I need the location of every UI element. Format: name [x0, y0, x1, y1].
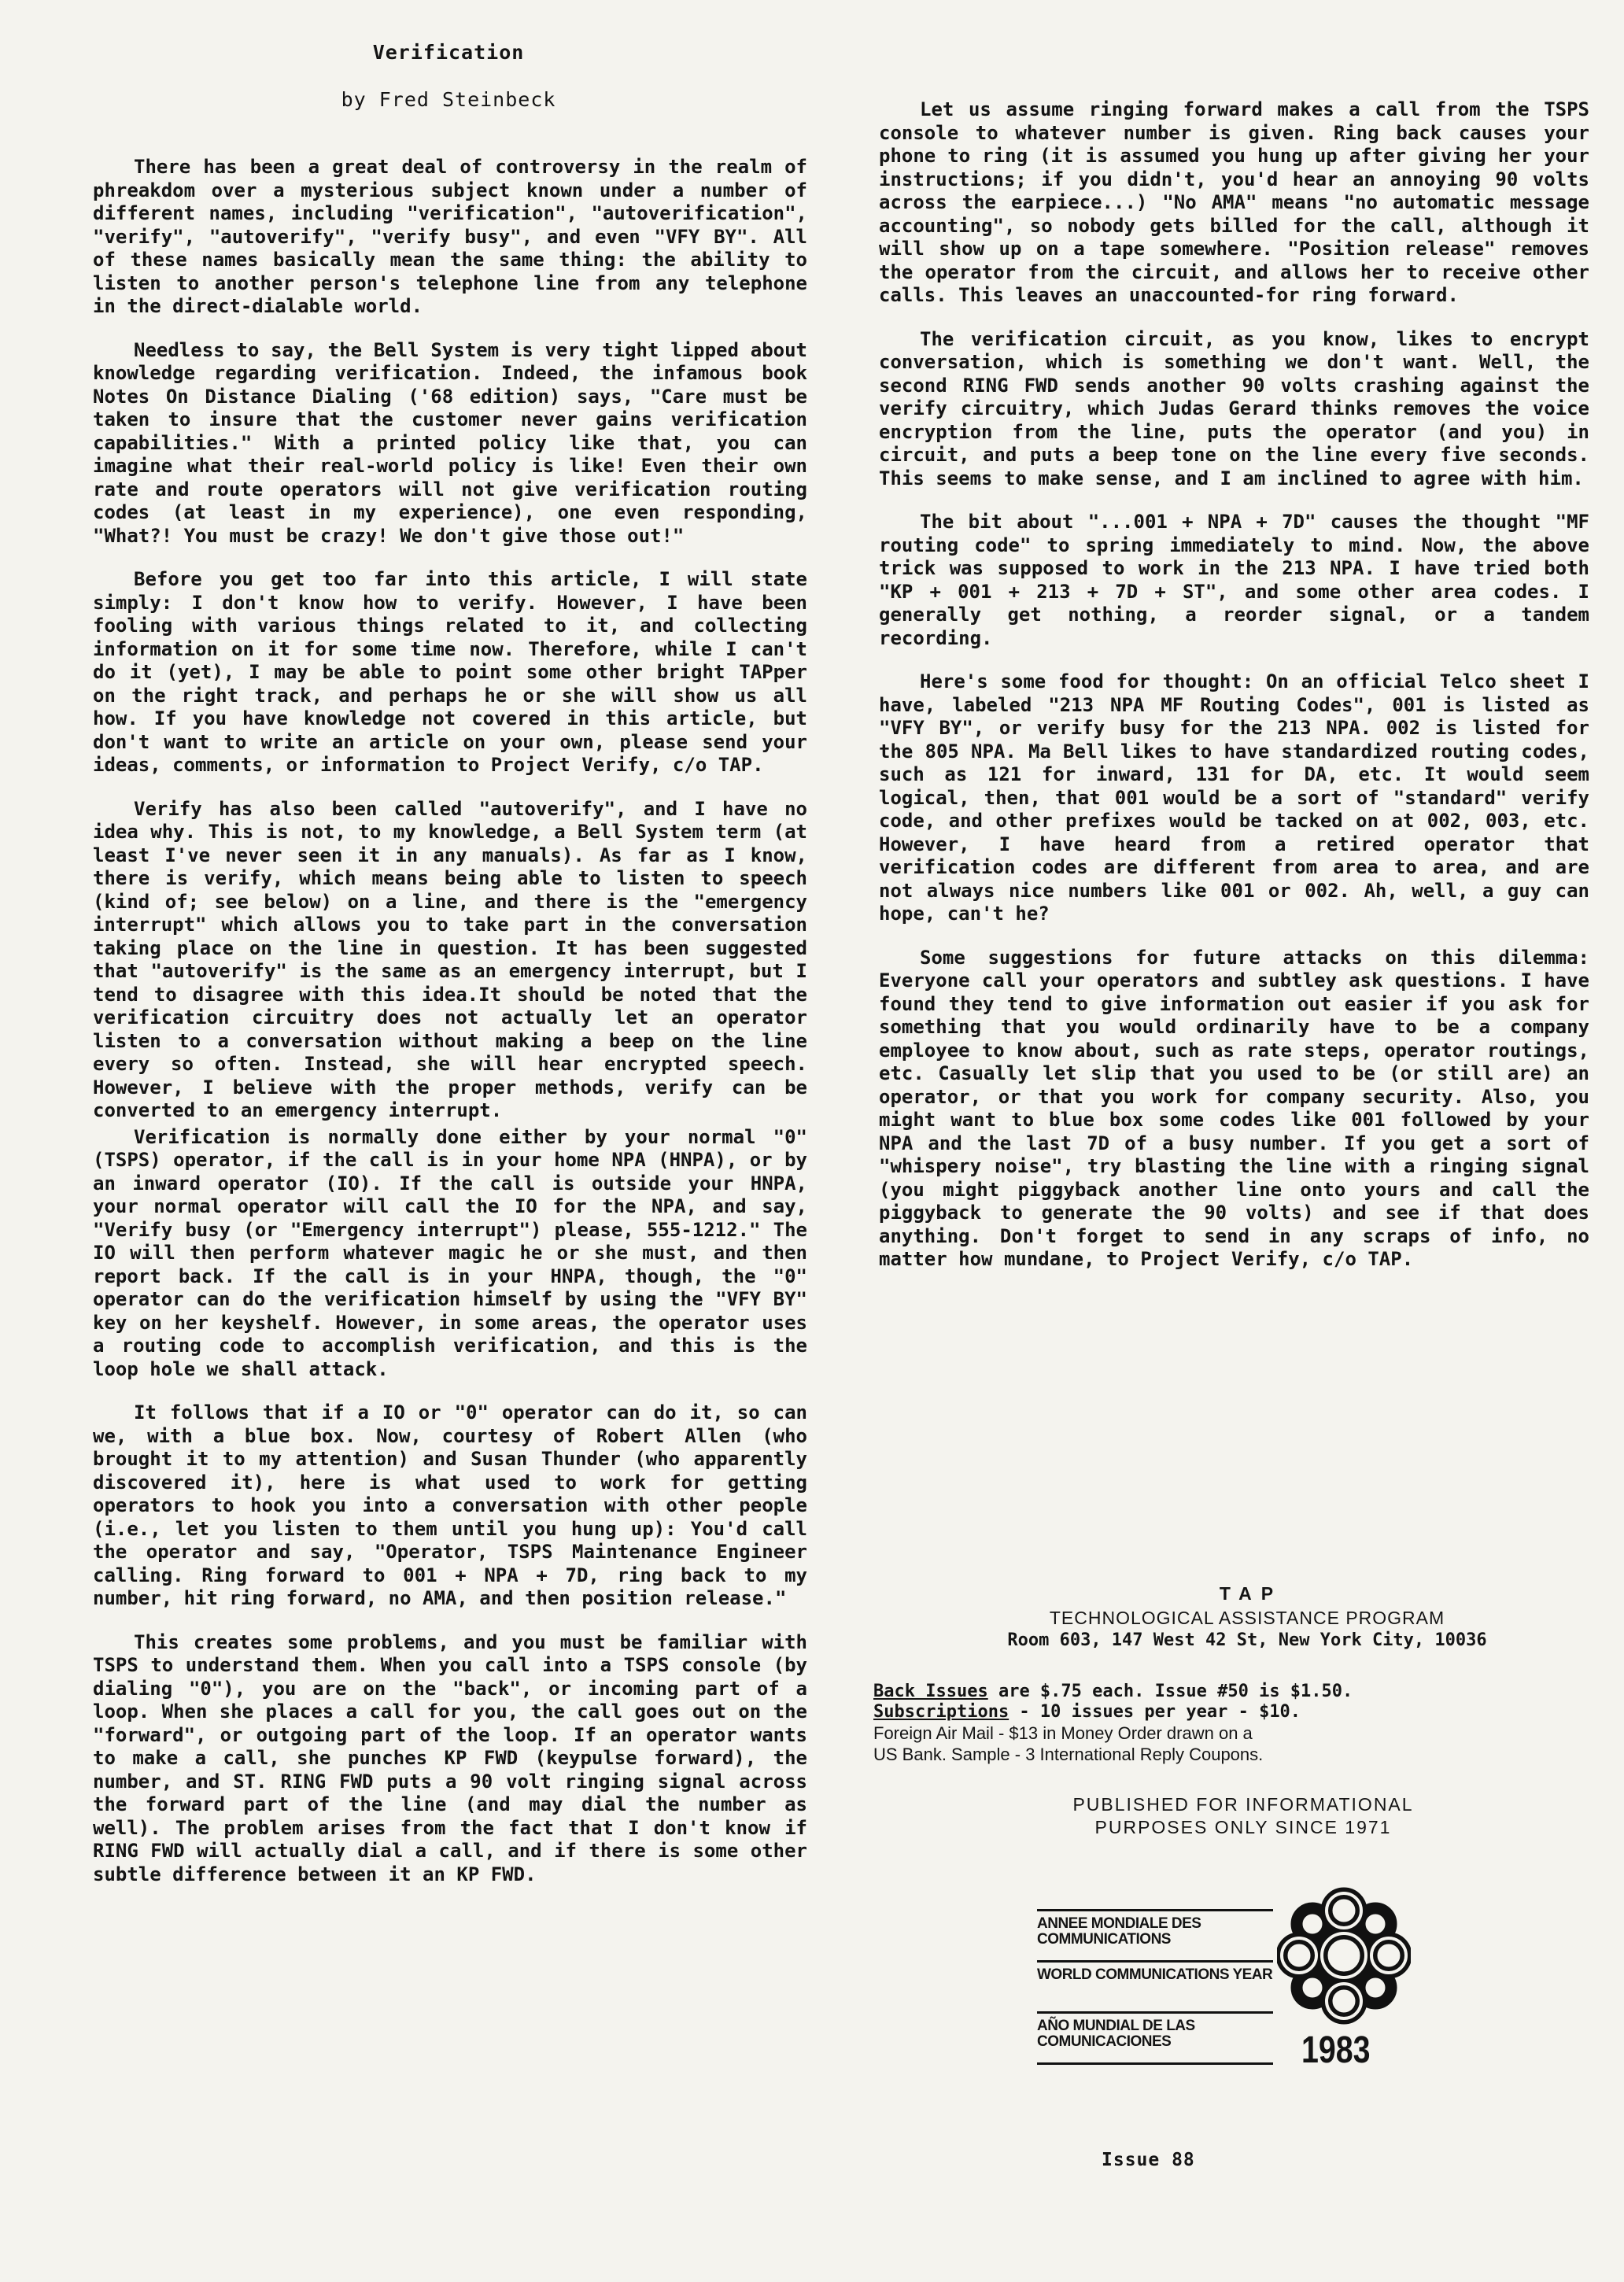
paragraph: Let us assume ringing forward makes a call from the TSPS console to whatever number is given. Ring back causes your phone to ring (it is assumed you hung up after giving her your instructions; if you didn't, you'd hear an annoying 90 volts across the earpiece...) "No AMA" means "no automatic message accounting", so nobody gets billed for the call, although it will show up on a tape somewhere. "Position release" removes the operator from the circuit, and allows her to receive other calls. This leaves an unaccounted-for ring forward. [879, 98, 1589, 306]
text-run: ('68 edition) says, "Care must be taken to insure that the customer never gains verification capabilities." With a printed policy like that, you can imagine what their real-world policy is like! Even their own rate and route operators will not give verification routing codes (at least in my experience), one even responding, "What?! You must be crazy! We don't give those out!" [93, 385, 807, 547]
tap-bold: TAP [1367, 1248, 1402, 1270]
paragraph: The bit about "...001 + NPA + 7D" causes the thought "MF routing code" to spring immediately to mind. Now, the above trick was supposed to work in the 213 NPA. I have tried both "KP + 001 + 213 + 7D + ST", and some other area codes. I generally get nothing, a reorder signal, or a tandem recording. [879, 511, 1589, 649]
text-run: Needless to say, the Bell System is very tight lipped about knowledge regarding verification. Indeed, the infamous book [93, 338, 807, 384]
left-column [93, 156, 807, 1907]
back-issues-line [873, 1682, 1589, 1702]
paragraph: Here's some food for thought: On an official Telco sheet I have, labeled "213 NPA MF Routing Codes", 001 is listed as "VFY BY", or verify busy for the 213 NPA. 002 is listed for the 805 NPA. Ma Bell likes to have standardized routing codes, such as 121 for inward, 131 for DA, etc. It would seem logical, then, that 001 would be a sort of "standard" verify code, and other prefixes would be tacked on at 002, 003, etc. However, I have heard from a retired operator that verification codes are different from area to area, and are not always nice numbers like 001 or 002. Ah, well, a guy can hope, can't he? [879, 670, 1589, 925]
issue-number: Issue 88 [1102, 2150, 1195, 2170]
subscriptions-label: Subscriptions [873, 1702, 1009, 1722]
paragraph: The verification circuit, as you know, likes to encrypt conversation, which is something we don't want. Well, the second RING FWD sends another 90 volts crashing against the verify circuitry, which Judas Gerard thinks removes the voice encryption from the line, puts the operator (and you) in circuit, and puts a beep tone on the line every five seconds. This seems to make sense, and I am inclined to agree with him. [879, 327, 1589, 489]
project-verify-bold: Project Verify [490, 754, 651, 776]
tap-name: TAP [1219, 1583, 1283, 1604]
wcy-line-french: ANNEE MONDIALE DES COMMUNICATIONS [1037, 1909, 1273, 1960]
subscriptions-line [873, 1702, 1589, 1723]
may-bold: may [529, 1793, 563, 1815]
tap-full-name: TECHNOLOGICAL ASSISTANCE PROGRAM [1049, 1608, 1445, 1628]
text-run: Some suggestions for future attacks on this dilemma: Everyone call your operators and subtley ask questions. I have found they tend to give information out easier if you ask for something that you would ordinarily have to be a company employee to know about, such as rate steps, operator routings, etc. Casually let slip that you used to be (or still are) an operator, or that you work for company security. Also, you might want to blue box some codes like 001 followed by your NPA and the last 7D of a busy number. If you get a sort of "whispery noise", try blasting the line with a ringing signal (you might piggyback another line onto yours and call the piggyback to generate the 90 volts) and see if that does anything. Don't forget to send in any scraps of info, no matter how mundane, to [879, 946, 1589, 1270]
paragraph: Verification is normally done either by your normal "0" (TSPS) operator, if the call is in your home NPA (HNPA), or by an inward operator (IO). If the call is outside your HNPA, your normal operator will call the IO for the NPA, and say, "Verify busy (or "Emergency interrupt") please, 555-1212." The IO will then perform whatever magic he or she must, and then report back. If the call is in your HNPA, though, the "0" operator can do the verification himself by using the "VFY BY" key on her keyshelf. However, in some areas, the operator uses a routing code to accomplish verification, and this is the loop hole we shall attack. [93, 1125, 807, 1380]
world-communications-year-logo [1037, 1887, 1462, 2092]
published-notice [897, 1793, 1589, 1839]
paragraph [879, 947, 1589, 1272]
wcy-year: 1983 [1301, 2029, 1371, 2071]
paragraph [93, 339, 807, 548]
tap-bold: TAP [718, 754, 753, 776]
wcy-line-english: WORLD COMMUNICATIONS YEAR [1037, 1960, 1273, 2011]
tap-info-box [866, 1583, 1589, 1839]
text-run: , c/o [650, 754, 718, 776]
article-byline: by Fred Steinbeck [341, 88, 556, 111]
wcy-knot-emblem-icon [1277, 1887, 1411, 2025]
tap-address: Room 603, 147 West 42 St, New York City, 10036 [1007, 1630, 1487, 1650]
book-title: Notes On Distance Dialing [93, 385, 392, 408]
article-title: Verification [372, 41, 525, 64]
text-run: . [1401, 1248, 1414, 1270]
right-column [879, 98, 1589, 1292]
tap-pricing [873, 1682, 1589, 1723]
text-run: per on the right track, and perhaps he or she will show us all how. If you have knowledge not covered in this article, but don't want to write an article on your own, please send your ideas, comments, or information to [93, 661, 807, 776]
text-run: This creates some problems, and you must be familiar with TSPS to understand them. When you call into a TSPS console (by dialing "0"), you are on the "back", or incoming part of a loop. When she places a call for you, the call goes out on the "forward", or outgoing part of the loop. If an operator wants to make a call, she punches KP FWD (keypulse forward), the number, and ST. RING FWD puts a 90 volt ringing signal across the forward part of the line (and [93, 1630, 807, 1815]
paragraph: It follows that if a IO or "0" operator can do it, so can we, with a blue box. Now, courtesy of Robert Allen (who brought it to my attention) and Susan Thunder (who apparently discovered it), here is what used to work for getting operators to hook you into a conversation with other people (i.e., let you listen to them until you hung up): You'd call the operator and say, "Operator, TSPS Maintenance Engineer calling. Ring forward to 001 + NPA + 7D, ring back to my number, hit ring forward, no AMA, and then position release." [93, 1401, 807, 1609]
paragraph: Verify has also been called "autoverify", and I have no idea why. This is not, to my knowledge, a Bell System term (at least I've never seen it in any manuals). As far as I know, there is verify, which means being able to listen to speech (kind of; see below) on a line, and there is the "emergency interrupt" which allows you to take part in the conversation taking place on the line in question. It has been suggested that "autoverify" is the same as an emergency interrupt, but I tend to disagree with this idea.It should be noted that the verification circuitry does not actually let an operator listen to a conversation without making a beep on the line every so often. Instead, she will hear encrypted speech. However, I believe with the proper methods, verify can be converted to an emergency interrupt. [93, 797, 807, 1121]
paragraph [93, 1631, 807, 1887]
back-issues-text: are $.75 each. Issue #50 is $1.50. [987, 1682, 1353, 1701]
project-verify-bold: Project Verify [1140, 1248, 1300, 1270]
published-line-1: PUBLISHED FOR INFORMATIONAL [1072, 1794, 1414, 1815]
text-run: . [752, 754, 764, 776]
text-run: Before you get too far into this article, I will state simply: I don't know how to verify. However, I have been fooling with various things related to it, and collecting information on it for some time now. Therefore, while I can't do it (yet), I may be able to point some other bright [93, 568, 807, 683]
foreign-mail-line-2: US Bank. Sample - 3 International Reply Coupons. [873, 1745, 1264, 1764]
back-issues-label: Back Issues [873, 1682, 988, 1701]
subscriptions-text: - 10 issues per year - $10. [1009, 1702, 1301, 1722]
wcy-line-spanish: AÑO MUNDIAL DE LAS COMUNICACIONES [1037, 2011, 1273, 2065]
text-run: dial the number as well). The problem arises from the fact that I don't know if RING FWD will actually dial a call, and if there is some other subtle difference between it an KP FWD. [93, 1793, 807, 1885]
paragraph [93, 568, 807, 777]
tap-bold: TAP [739, 661, 773, 683]
paragraph: There has been a great deal of controversy in the realm of phreakdom over a mysterious subject known under a number of different names, including "verification", "autoverification", "verify", "autoverify", "verify busy", and even "VFY BY". All of these names basically mean the same thing: the ability to listen to another person's telephone line from any telephone in the direct-dialable world. [93, 156, 807, 317]
published-line-2: PURPOSES ONLY SINCE 1971 [1094, 1817, 1392, 1837]
text-run: , c/o [1299, 1248, 1368, 1270]
wcy-text-rows [1037, 1909, 1273, 2065]
foreign-mail-line-1: Foreign Air Mail - $13 in Money Order drawn on a [873, 1723, 1253, 1743]
